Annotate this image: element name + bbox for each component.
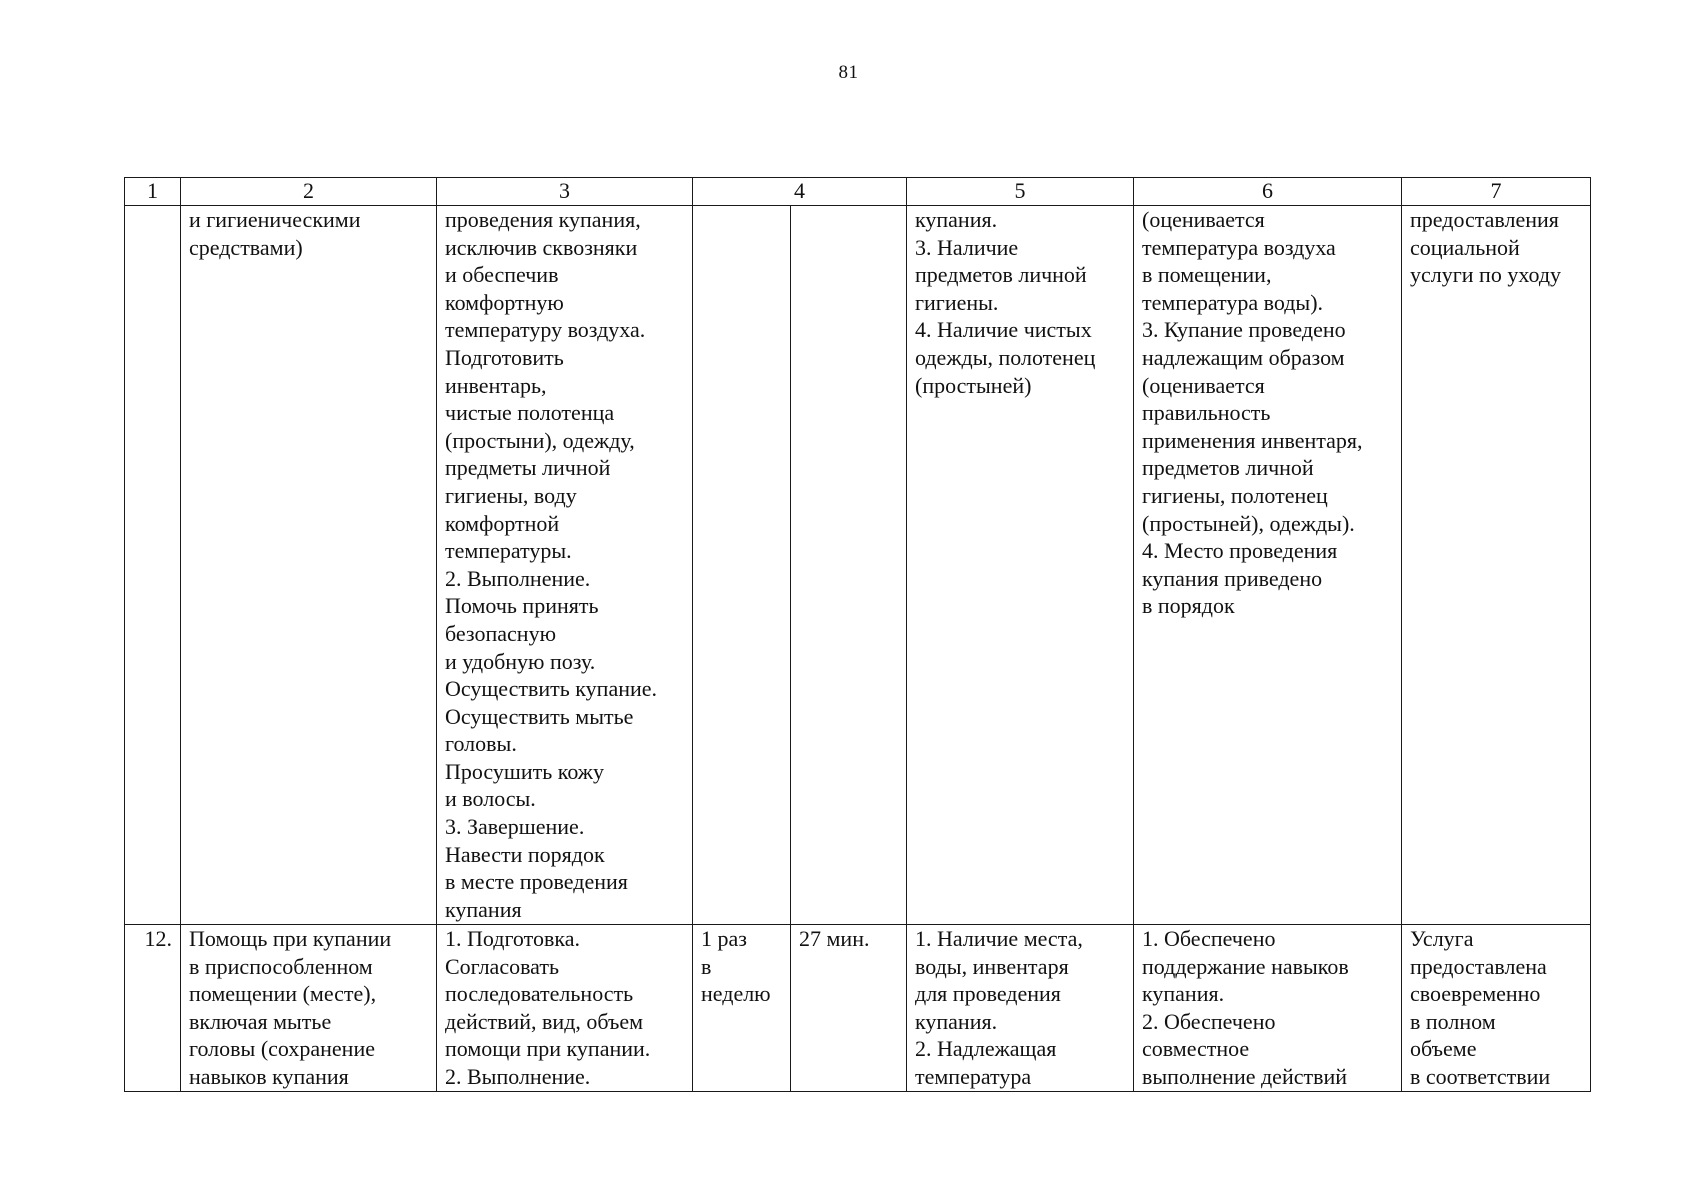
table-row (125, 206, 1591, 925)
header-col-6: 6 (1134, 178, 1402, 206)
frequency-cell: 1 раз в неделю (693, 925, 791, 1092)
services-table (124, 177, 1591, 1092)
header-col-1: 1 (125, 178, 181, 206)
header-col-3: 3 (437, 178, 693, 206)
evaluation-cell: (оценивается температура воздуха в помещении, температура воды). 3. Купание проведено надлежащим образом (оценивается правильность применения инвентаря, предметов личной гигиены, полотенец (простыней), одежды). 4. Место проведения купания приведено в порядок (1134, 206, 1402, 925)
evaluation-cell: 1. Обеспечено поддержание навыков купания. 2. Обеспечено совместное выполнение действий (1134, 925, 1402, 1092)
header-col-7: 7 (1402, 178, 1591, 206)
result-cell: предоставления социальной услуги по уходу (1402, 206, 1591, 925)
row-number: 12. (125, 925, 181, 1092)
header-col-5: 5 (907, 178, 1134, 206)
indicators-cell: купания. 3. Наличие предметов личной гигиены. 4. Наличие чистых одежды, полотенец (простыней) (907, 206, 1134, 925)
frequency-cell (693, 206, 791, 925)
service-name-cell: Помощь при купании в приспособленном помещении (месте), включая мытье головы (сохранение навыков купания (181, 925, 437, 1092)
header-col-4: 4 (693, 178, 907, 206)
duration-cell (791, 206, 907, 925)
indicators-cell: 1. Наличие места, воды, инвентаря для проведения купания. 2. Надлежащая температура (907, 925, 1134, 1092)
duration-cell: 27 мин. (791, 925, 907, 1092)
header-col-2: 2 (181, 178, 437, 206)
service-content-cell: 1. Подготовка. Согласовать последовательность действий, вид, объем помощи при купании. 2. Выполнение. (437, 925, 693, 1092)
table-row (125, 925, 1591, 1092)
service-name-cell: и гигиеническими средствами) (181, 206, 437, 925)
result-cell: Услуга предоставлена своевременно в полном объеме в соответствии (1402, 925, 1591, 1092)
service-content-cell: проведения купания, исключив сквозняки и обеспечив комфортную температуру воздуха. Подготовить инвентарь, чистые полотенца (простыни), одежду, предметы личной гигиены, воду комфортной температуры. 2. Выполнение. Помочь принять безопасную и удобную позу. Осуществить купание. Осуществить мытье головы. Просушить кожу и волосы. 3. Завершение. Навести порядок в месте проведения купания (437, 206, 693, 925)
page-number: 81 (838, 62, 859, 83)
header-row (125, 178, 1591, 206)
row-number (125, 206, 181, 925)
